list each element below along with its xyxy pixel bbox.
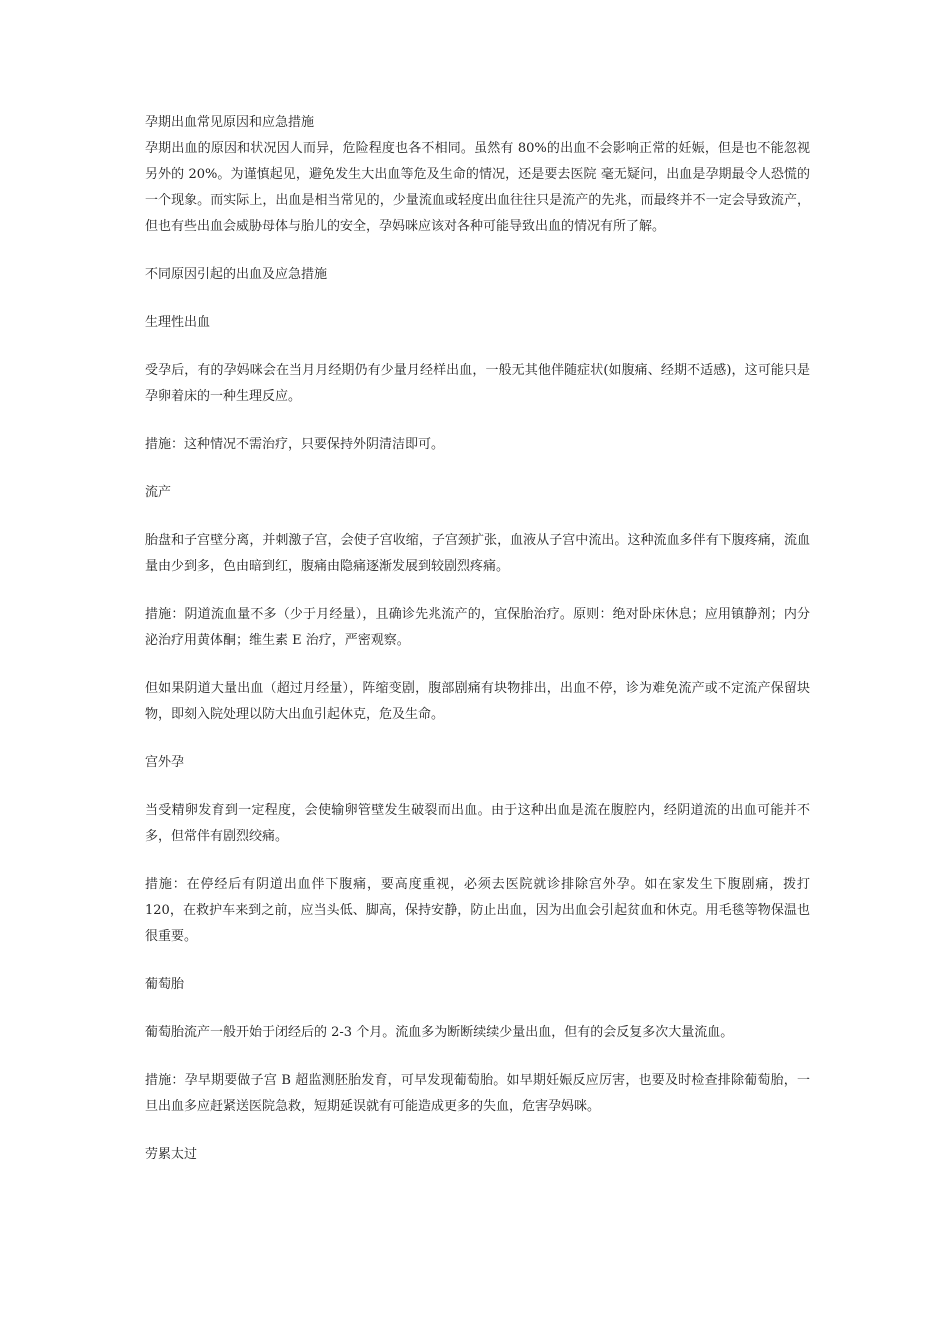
paragraph-miscarriage-severe: 但如果阴道大量出血（超过月经量），阵缩变剧，腹部剧痛有块物排出，出血不停，诊为难免流产或不定流产保留块物，即刻入院处理以防大出血引起休克，危及生命。 — [145, 681, 810, 722]
heading-physiological-bleeding: 生理性出血 — [145, 315, 211, 330]
heading-molar-pregnancy: 葡萄胎 — [145, 977, 185, 992]
paragraph-physiological-bleeding: 受孕后，有的孕妈咪会在当月月经期仍有少量月经样出血，一般无其他伴随症状(如腹痛、经期不适感)，这可能只是孕卵着床的一种生理反应。 — [145, 363, 810, 404]
heading-miscarriage: 流产 — [145, 485, 172, 500]
intro-paragraph: 孕期出血的原因和状况因人而异，危险程度也各不相同。虽然有 80%的出血不会影响正常的妊娠，但是也不能忽视另外的 20%。为谨慎起见，避免发生大出血等危及生命的情况，还是要去医院 毫无疑问，出血是孕期最令人恐慌的一个现象。而实际上，出血是相当常见的，少量流血或轻度出血往往只是流产的先兆，而最终并不一定会导致流产，但也有些出血会威胁母体与胎儿的安全，孕妈咪应该对各种可能导致出血的情况有所了解。 — [145, 141, 810, 234]
section-heading: 不同原因引起的出血及应急措施 — [145, 267, 328, 282]
heading-ectopic-pregnancy: 宫外孕 — [145, 755, 185, 770]
document-page — [145, 110, 810, 1168]
measure-ectopic-pregnancy: 措施：在停经后有阴道出血伴下腹痛，要高度重视，必须去医院就诊排除宫外孕。如在家发生下腹剧痛，拨打 120，在救护车来到之前，应当头低、脚高，保持安静，防止出血，因为出血会引起贫血和休克。用毛毯等物保温也很重要。 — [145, 877, 810, 944]
paragraph-molar-pregnancy: 葡萄胎流产一般开始于闭经后的 2-3 个月。流血多为断断续续少量出血，但有的会反复多次大量流血。 — [145, 1025, 734, 1040]
measure-physiological-bleeding: 措施：这种情况不需治疗，只要保持外阴清洁即可。 — [145, 437, 445, 452]
document-title: 孕期出血常见原因和应急措施 — [145, 115, 315, 130]
paragraph-miscarriage: 胎盘和子宫壁分离，并刺激子宫，会使子宫收缩，子宫颈扩张，血液从子宫中流出。这种流血多伴有下腹疼痛，流血量由少到多，色由暗到红，腹痛由隐痛逐渐发展到较剧烈疼痛。 — [145, 533, 810, 574]
heading-overexertion: 劳累太过 — [145, 1147, 198, 1162]
measure-molar-pregnancy: 措施：孕早期要做子宫 B 超监测胚胎发育，可早发现葡萄胎。如早期妊娠反应厉害，也要及时检查排除葡萄胎，一旦出血多应赶紧送医院急救，短期延误就有可能造成更多的失血，危害孕妈咪。 — [145, 1073, 810, 1114]
measure-miscarriage: 措施：阴道流血量不多（少于月经量），且确诊先兆流产的，宜保胎治疗。原则：绝对卧床休息；应用镇静剂；内分泌治疗用黄体酮；维生素 E 治疗，严密观察。 — [145, 607, 810, 648]
paragraph-ectopic-pregnancy: 当受精卵发育到一定程度，会使输卵管壁发生破裂而出血。由于这种出血是流在腹腔内，经阴道流的出血可能并不多，但常伴有剧烈绞痛。 — [145, 803, 810, 844]
